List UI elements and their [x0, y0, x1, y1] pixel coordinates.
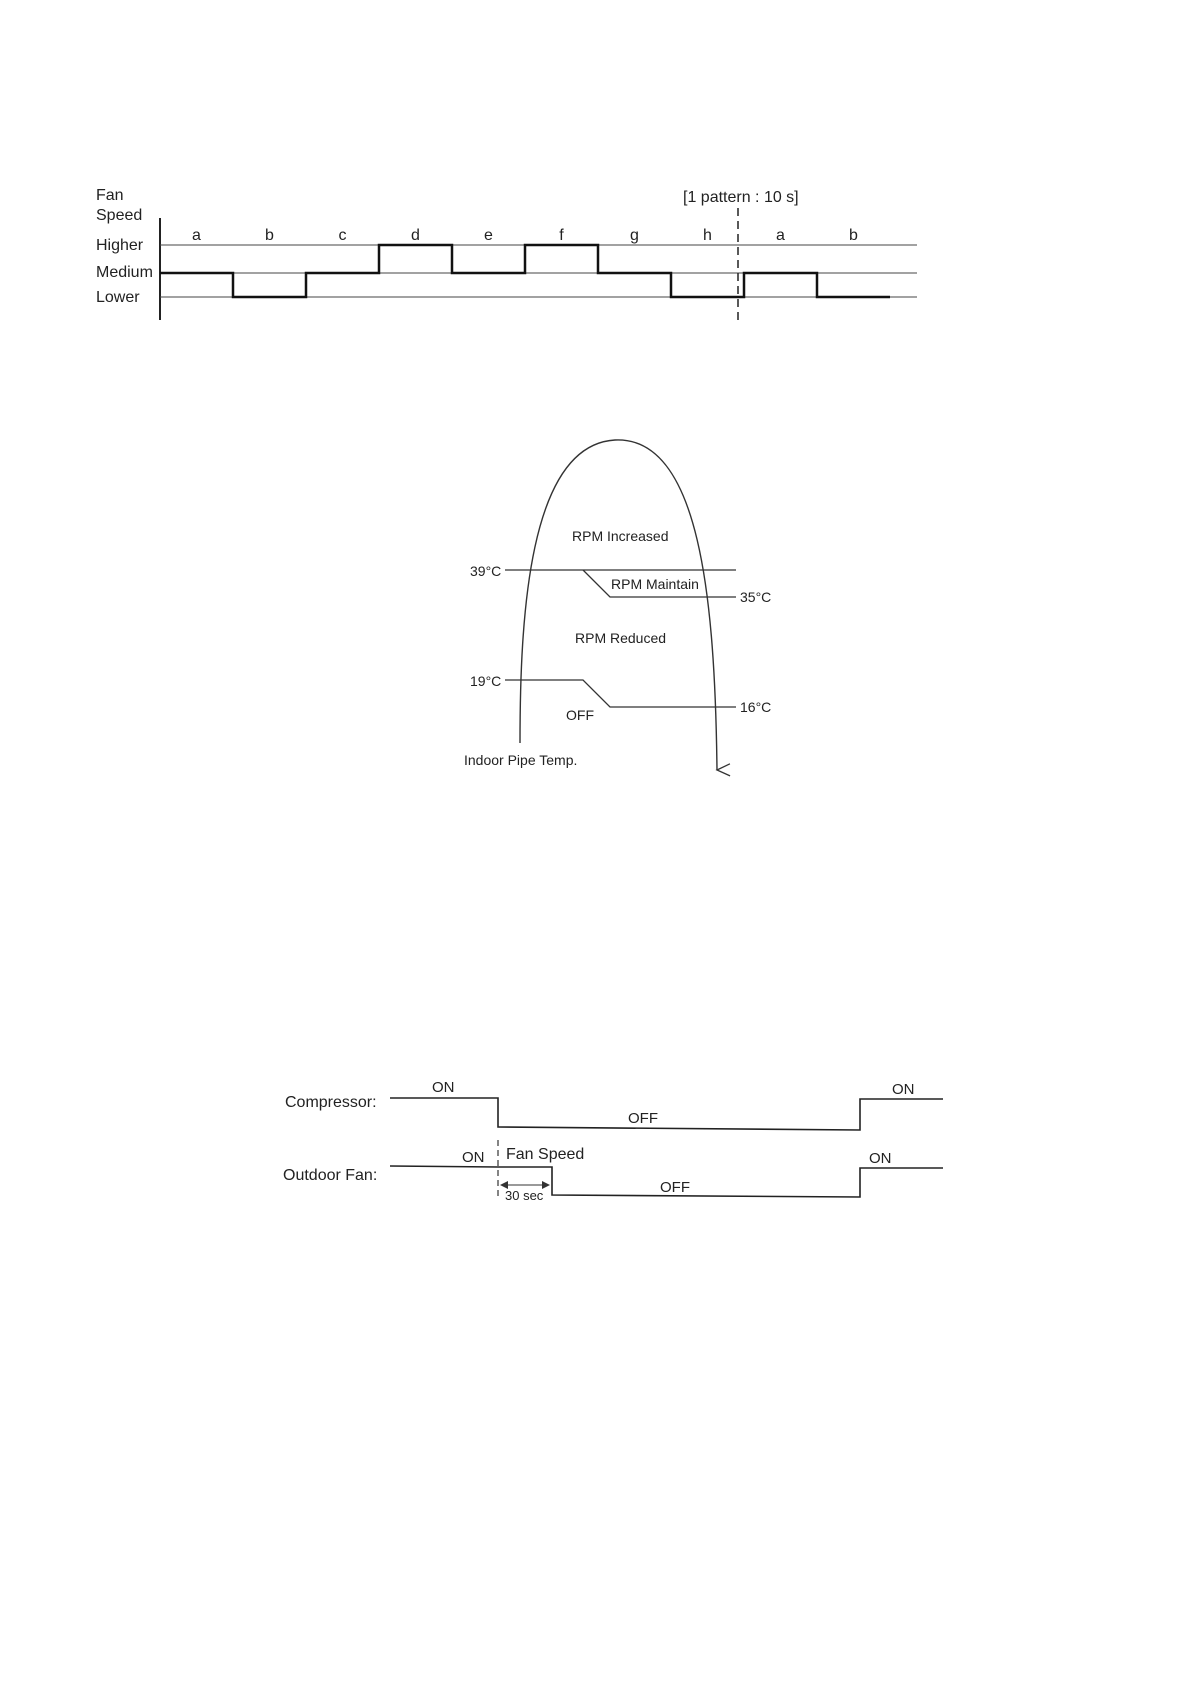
outdoor-fan-label: Outdoor Fan: — [283, 1167, 378, 1184]
fan-speed-axis-label-line2: Speed — [96, 207, 143, 224]
fan-speed-label: Fan Speed — [506, 1146, 585, 1163]
fan-speed-axis-label-line1: Fan — [96, 187, 124, 204]
segment-label-g: g — [630, 227, 639, 244]
segment-label-h: h — [703, 227, 712, 244]
fan-speed-pattern-diagram — [96, 187, 917, 324]
temperature-curve-arrow — [520, 440, 717, 770]
fan-on-left: ON — [462, 1149, 485, 1166]
fan-speed-segments — [192, 227, 858, 244]
zone-rpm-increased: RPM Increased — [572, 528, 669, 544]
segment-label-e: e — [484, 227, 493, 244]
delay-label: 30 sec — [505, 1188, 544, 1203]
zone-rpm-maintain: RPM Maintain — [611, 576, 699, 592]
temp-39-label: 39°C — [470, 563, 502, 579]
compressor-off: OFF — [628, 1110, 658, 1127]
temp-16-label: 16°C — [740, 699, 772, 715]
segment-label-c: c — [338, 227, 347, 244]
temp-19-label: 19°C — [470, 673, 502, 689]
segment-label-a: a — [776, 227, 785, 244]
zone-rpm-reduced: RPM Reduced — [575, 630, 667, 646]
fan-on-right: ON — [869, 1150, 892, 1167]
compressor-label: Compressor: — [285, 1094, 377, 1111]
segment-label-d: d — [411, 227, 420, 244]
temp-35-label: 35°C — [740, 589, 772, 605]
level-label-lower: Lower — [96, 289, 140, 306]
compressor-signal — [390, 1098, 943, 1130]
level-label-medium: Medium — [96, 264, 153, 281]
indoor-pipe-temp-label: Indoor Pipe Temp. — [464, 752, 578, 768]
compressor-on-right: ON — [892, 1081, 915, 1098]
compressor-fan-timing-diagram — [283, 1079, 943, 1203]
segment-label-b: b — [265, 227, 274, 244]
segment-label-a: a — [192, 227, 201, 244]
rpm-temperature-diagram — [464, 440, 771, 770]
level-label-higher: Higher — [96, 237, 144, 254]
segment-label-b: b — [849, 227, 858, 244]
pattern-label: [1 pattern : 10 s] — [683, 189, 799, 206]
zone-off: OFF — [566, 707, 594, 723]
fan-speed-step-line — [160, 245, 890, 297]
threshold-line-19-16 — [505, 680, 736, 707]
segment-label-f: f — [559, 227, 564, 244]
compressor-on-left: ON — [432, 1079, 455, 1096]
fan-off: OFF — [660, 1179, 690, 1196]
